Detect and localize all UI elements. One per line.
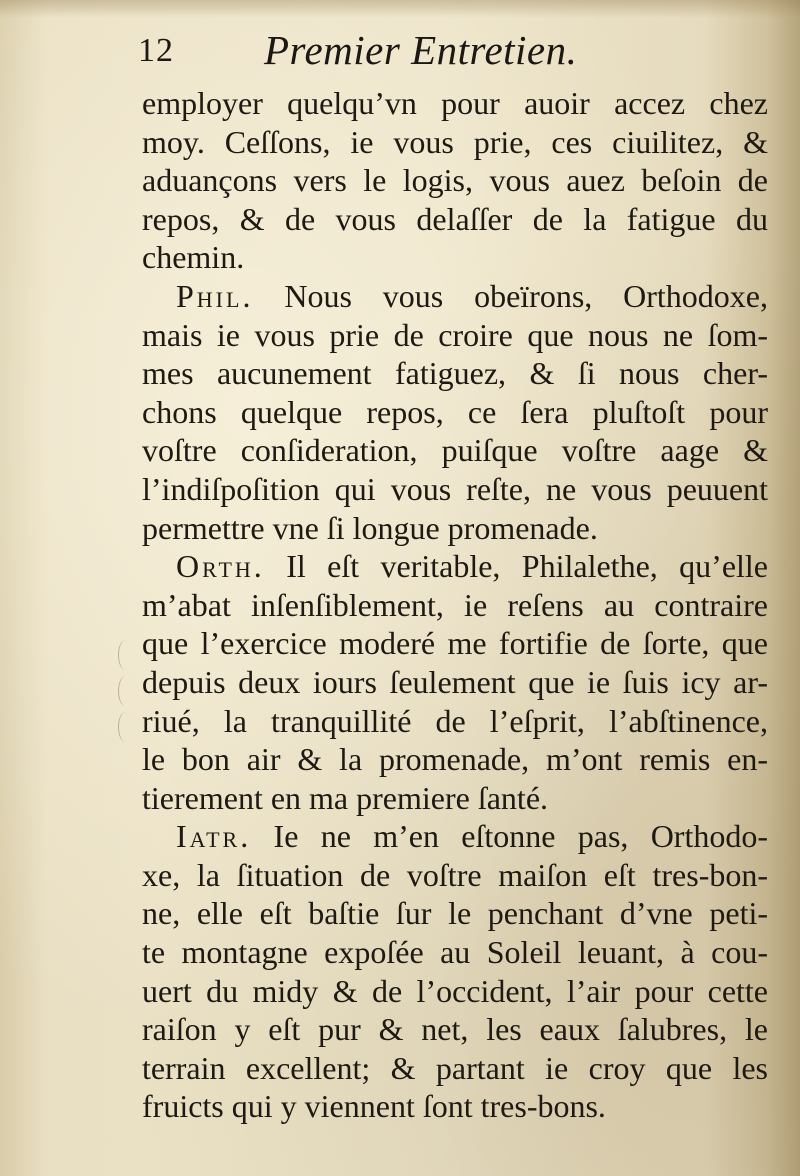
text-line: depuis deux iours ſeulement que ie ſuis icy ar- (142, 663, 768, 700)
speaker-label-orth: Orth. (176, 548, 265, 585)
speech-line (142, 547, 768, 586)
page-number: 12 (138, 32, 174, 69)
running-title: Premier Entretien. (264, 27, 578, 73)
text-line: moy. Ceſſons, ie vous prie, ces ciuilitez, & (142, 123, 768, 160)
speaker-label-phil: Phil. (176, 277, 254, 314)
speaker-label-iatr: Iatr. (176, 818, 252, 855)
text-line: chemin. (142, 239, 245, 276)
text-line: l’indiſpoſition qui vous reſte, ne vous peuuent (142, 470, 768, 507)
text-span: Nous vous obeïrons, Orthodoxe, (284, 277, 769, 314)
margin-bracket-mark (118, 676, 133, 706)
text-line: m’abat inſenſiblement, ie reſens au contraire (142, 586, 768, 623)
text-line: mes aucunement fatiguez, & ſi nous cher- (142, 355, 768, 392)
text-span: Ie ne m’en eſtonne pas, Orthodo- (273, 818, 769, 855)
text-line: permettre vne ſi longue promenade. (142, 509, 598, 546)
text-line: fruicts qui y viennent ſont tres-bons. (142, 1088, 606, 1125)
page-header (138, 26, 738, 78)
margin-bracket-mark (118, 640, 133, 670)
text-line: xe, la ſituation de voſtre maiſon eſt tres-bon- (142, 856, 768, 893)
margin-bracket-mark (118, 712, 133, 742)
body-text (142, 84, 768, 1126)
text-line: raiſon y eſt pur & net, les eaux ſalubres, le (142, 1011, 768, 1048)
text-line: uert du midy & de l’occident, l’air pour cette (142, 972, 768, 1009)
text-line: riué, la tranquillité de l’eſprit, l’abſtinence, (142, 702, 768, 739)
text-line: voſtre conſideration, puiſque voſtre aage & (142, 432, 768, 469)
text-line: terrain excellent; & partant ie croy que les (142, 1049, 768, 1086)
speech-line (142, 277, 768, 316)
text-line: chons quelque repos, ce ſera pluſtoſt pour (142, 393, 768, 430)
text-span: Il eſt veritable, Philalethe, qu’elle (286, 548, 769, 585)
speech-line (142, 817, 768, 856)
text-line: que l’exercice moderé me fortifie de ſorte, que (142, 625, 768, 662)
text-line: aduançons vers le logis, vous auez beſoin de (142, 162, 768, 199)
text-line: tierement en ma premiere ſanté. (142, 779, 549, 816)
text-line: mais ie vous prie de croire que nous ne ſom- (142, 316, 768, 353)
text-line: te montagne expoſée au Soleil leuant, à cou- (142, 934, 768, 971)
text-line: employer quelqu’vn pour auoir accez chez (142, 85, 768, 121)
text-line: le bon air & la promenade, m’ont remis en- (142, 741, 768, 778)
text-line: ne, elle eſt baſtie ſur le penchant d’vne peti- (142, 895, 768, 932)
text-line: repos, & de vous delaſſer de la fatigue du (142, 200, 768, 237)
